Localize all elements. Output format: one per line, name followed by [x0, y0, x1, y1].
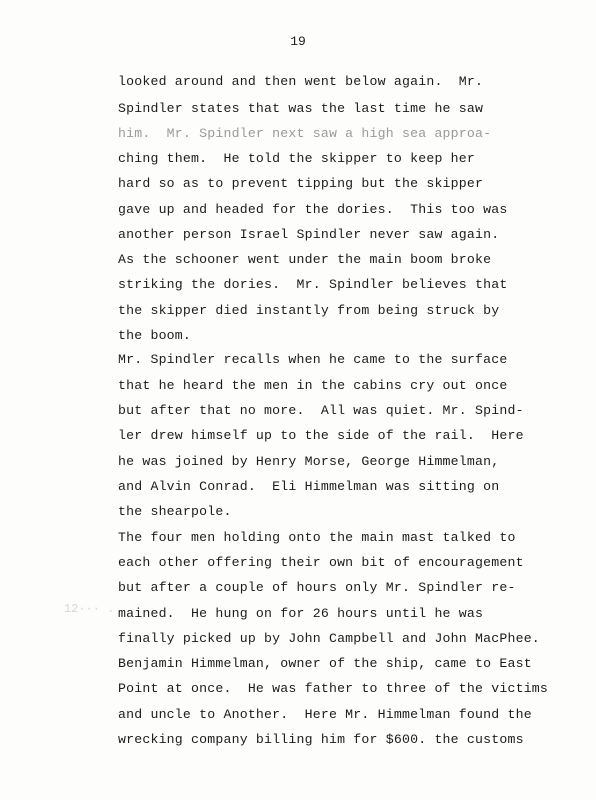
page-number: 19 — [290, 34, 306, 49]
margin-mark: 12··· . — [64, 602, 115, 616]
text-line: Mr. Spindler recalls when he came to the surface — [118, 352, 508, 367]
text-line: that he heard the men in the cabins cry out once — [118, 378, 508, 393]
text-line: Spindler states that was the last time he saw — [118, 101, 484, 116]
text-line: The four men holding onto the main mast talked to — [118, 530, 516, 545]
text-line: ching them. He told the skipper to keep her — [118, 151, 476, 166]
text-line: the boom. — [118, 328, 192, 343]
text-line: ler drew himself up to the side of the rail. Here — [118, 428, 524, 443]
text-line: hard so as to prevent tipping but the skipper — [118, 176, 484, 191]
text-line: mained. He hung on for 26 hours until he was — [118, 606, 484, 621]
text-line: Point at once. He was father to three of the victims — [118, 681, 549, 696]
text-line: and uncle to Another. Here Mr. Himmelman found the — [118, 707, 532, 722]
text-line: each other offering their own bit of encouragement — [118, 555, 524, 570]
text-line: the shearpole. — [118, 504, 232, 519]
text-line: finally picked up by John Campbell and John MacPhee. — [118, 631, 540, 646]
text-line: looked around and then went below again. Mr. — [118, 74, 484, 89]
text-line: and Alvin Conrad. Eli Himmelman was sitting on — [118, 479, 500, 494]
text-line: striking the dories. Mr. Spindler believes that — [118, 277, 508, 292]
text-line: the skipper died instantly from being struck by — [118, 303, 500, 318]
text-line: but after a couple of hours only Mr. Spindler re- — [118, 580, 516, 595]
text-line: gave up and headed for the dories. This too was — [118, 202, 508, 217]
text-line: he was joined by Henry Morse, George Himmelman, — [118, 454, 500, 469]
text-line: wrecking company billing him for $600. the customs — [118, 732, 524, 747]
text-line: him. Mr. Spindler next saw a high sea approa- — [118, 126, 492, 141]
text-line: As the schooner went under the main boom broke — [118, 252, 492, 267]
text-line: Benjamin Himmelman, owner of the ship, came to East — [118, 656, 532, 671]
text-line: another person Israel Spindler never saw again. — [118, 227, 500, 242]
text-line: but after that no more. All was quiet. Mr. Spind- — [118, 403, 524, 418]
